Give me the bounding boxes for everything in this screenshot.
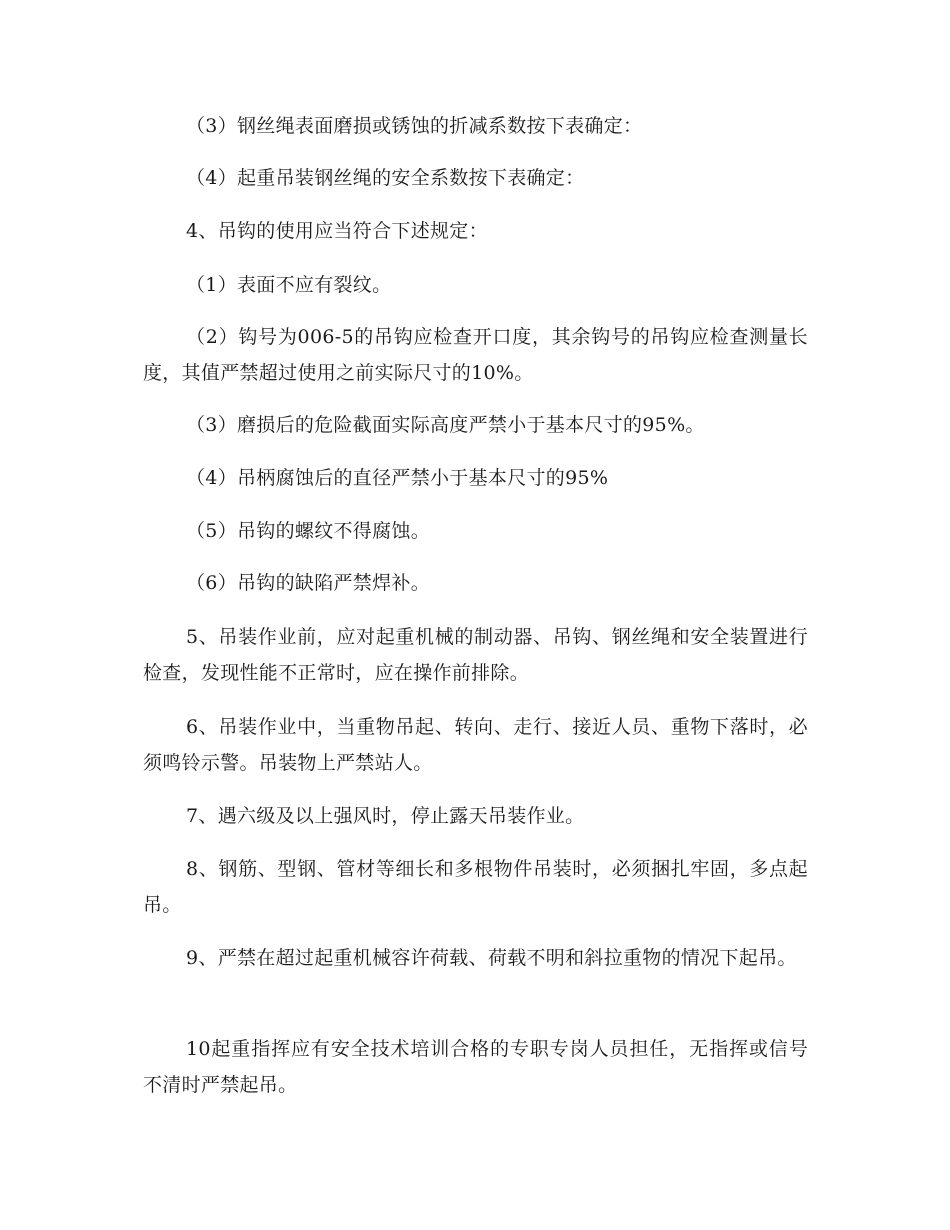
hook-rule-6: （6）吊钩的缺陷严禁焊补。 [186, 572, 430, 594]
hook-rule-5: （5）吊钩的螺纹不得腐蚀。 [186, 520, 430, 542]
hook-rule-2: （2）钩号为006-5的吊钩应检查开口度，其余钩号的吊钩应检查测量长度，其值严禁超过使用之前实际尺寸的10%。 [143, 326, 808, 384]
section-7-strong-wind: 7、遇六级及以上强风时，停止露天吊装作业。 [186, 805, 585, 827]
hook-rule-1: （1）表面不应有裂纹。 [186, 274, 392, 296]
hook-rule-4: （4）吊柄腐蚀后的直径严禁小于基本尺寸的95% [186, 467, 609, 489]
section-9-overload-prohibition: 9、严禁在超过起重机械容许荷载、荷载不明和斜拉重物的情况下起吊。 [186, 947, 797, 969]
section-5-pre-lift-inspection: 5、吊装作业前，应对起重机械的制动器、吊钩、钢丝绳和安全装置进行检查，发现性能不正常时，应在操作前排除。 [143, 626, 808, 684]
section-8-bundled-lifting: 8、钢筋、型钢、管材等细长和多根物件吊装时，必须捆扎牢固，多点起吊。 [143, 858, 808, 916]
paragraph-4-wire-rope-safety-factor: （4）起重吊装钢丝绳的安全系数按下表确定： [186, 167, 585, 189]
section-10-signal-commander: 10起重指挥应有安全技术培训合格的专职专岗人员担任，无指挥或信号不清时严禁起吊。 [143, 1038, 808, 1096]
paragraph-3-wire-rope-reduction: （3）钢丝绳表面磨损或锈蚀的折减系数按下表确定： [186, 115, 643, 137]
hook-rule-3: （3）磨损后的危险截面实际高度严禁小于基本尺寸的95%。 [186, 414, 705, 436]
section-4-hook-rules: 4、吊钩的使用应当符合下述规定： [186, 220, 488, 242]
section-6-lifting-warning: 6、吊装作业中，当重物吊起、转向、走行、接近人员、重物下落时，必须鸣铃示警。吊装物上严禁站人。 [143, 716, 808, 774]
